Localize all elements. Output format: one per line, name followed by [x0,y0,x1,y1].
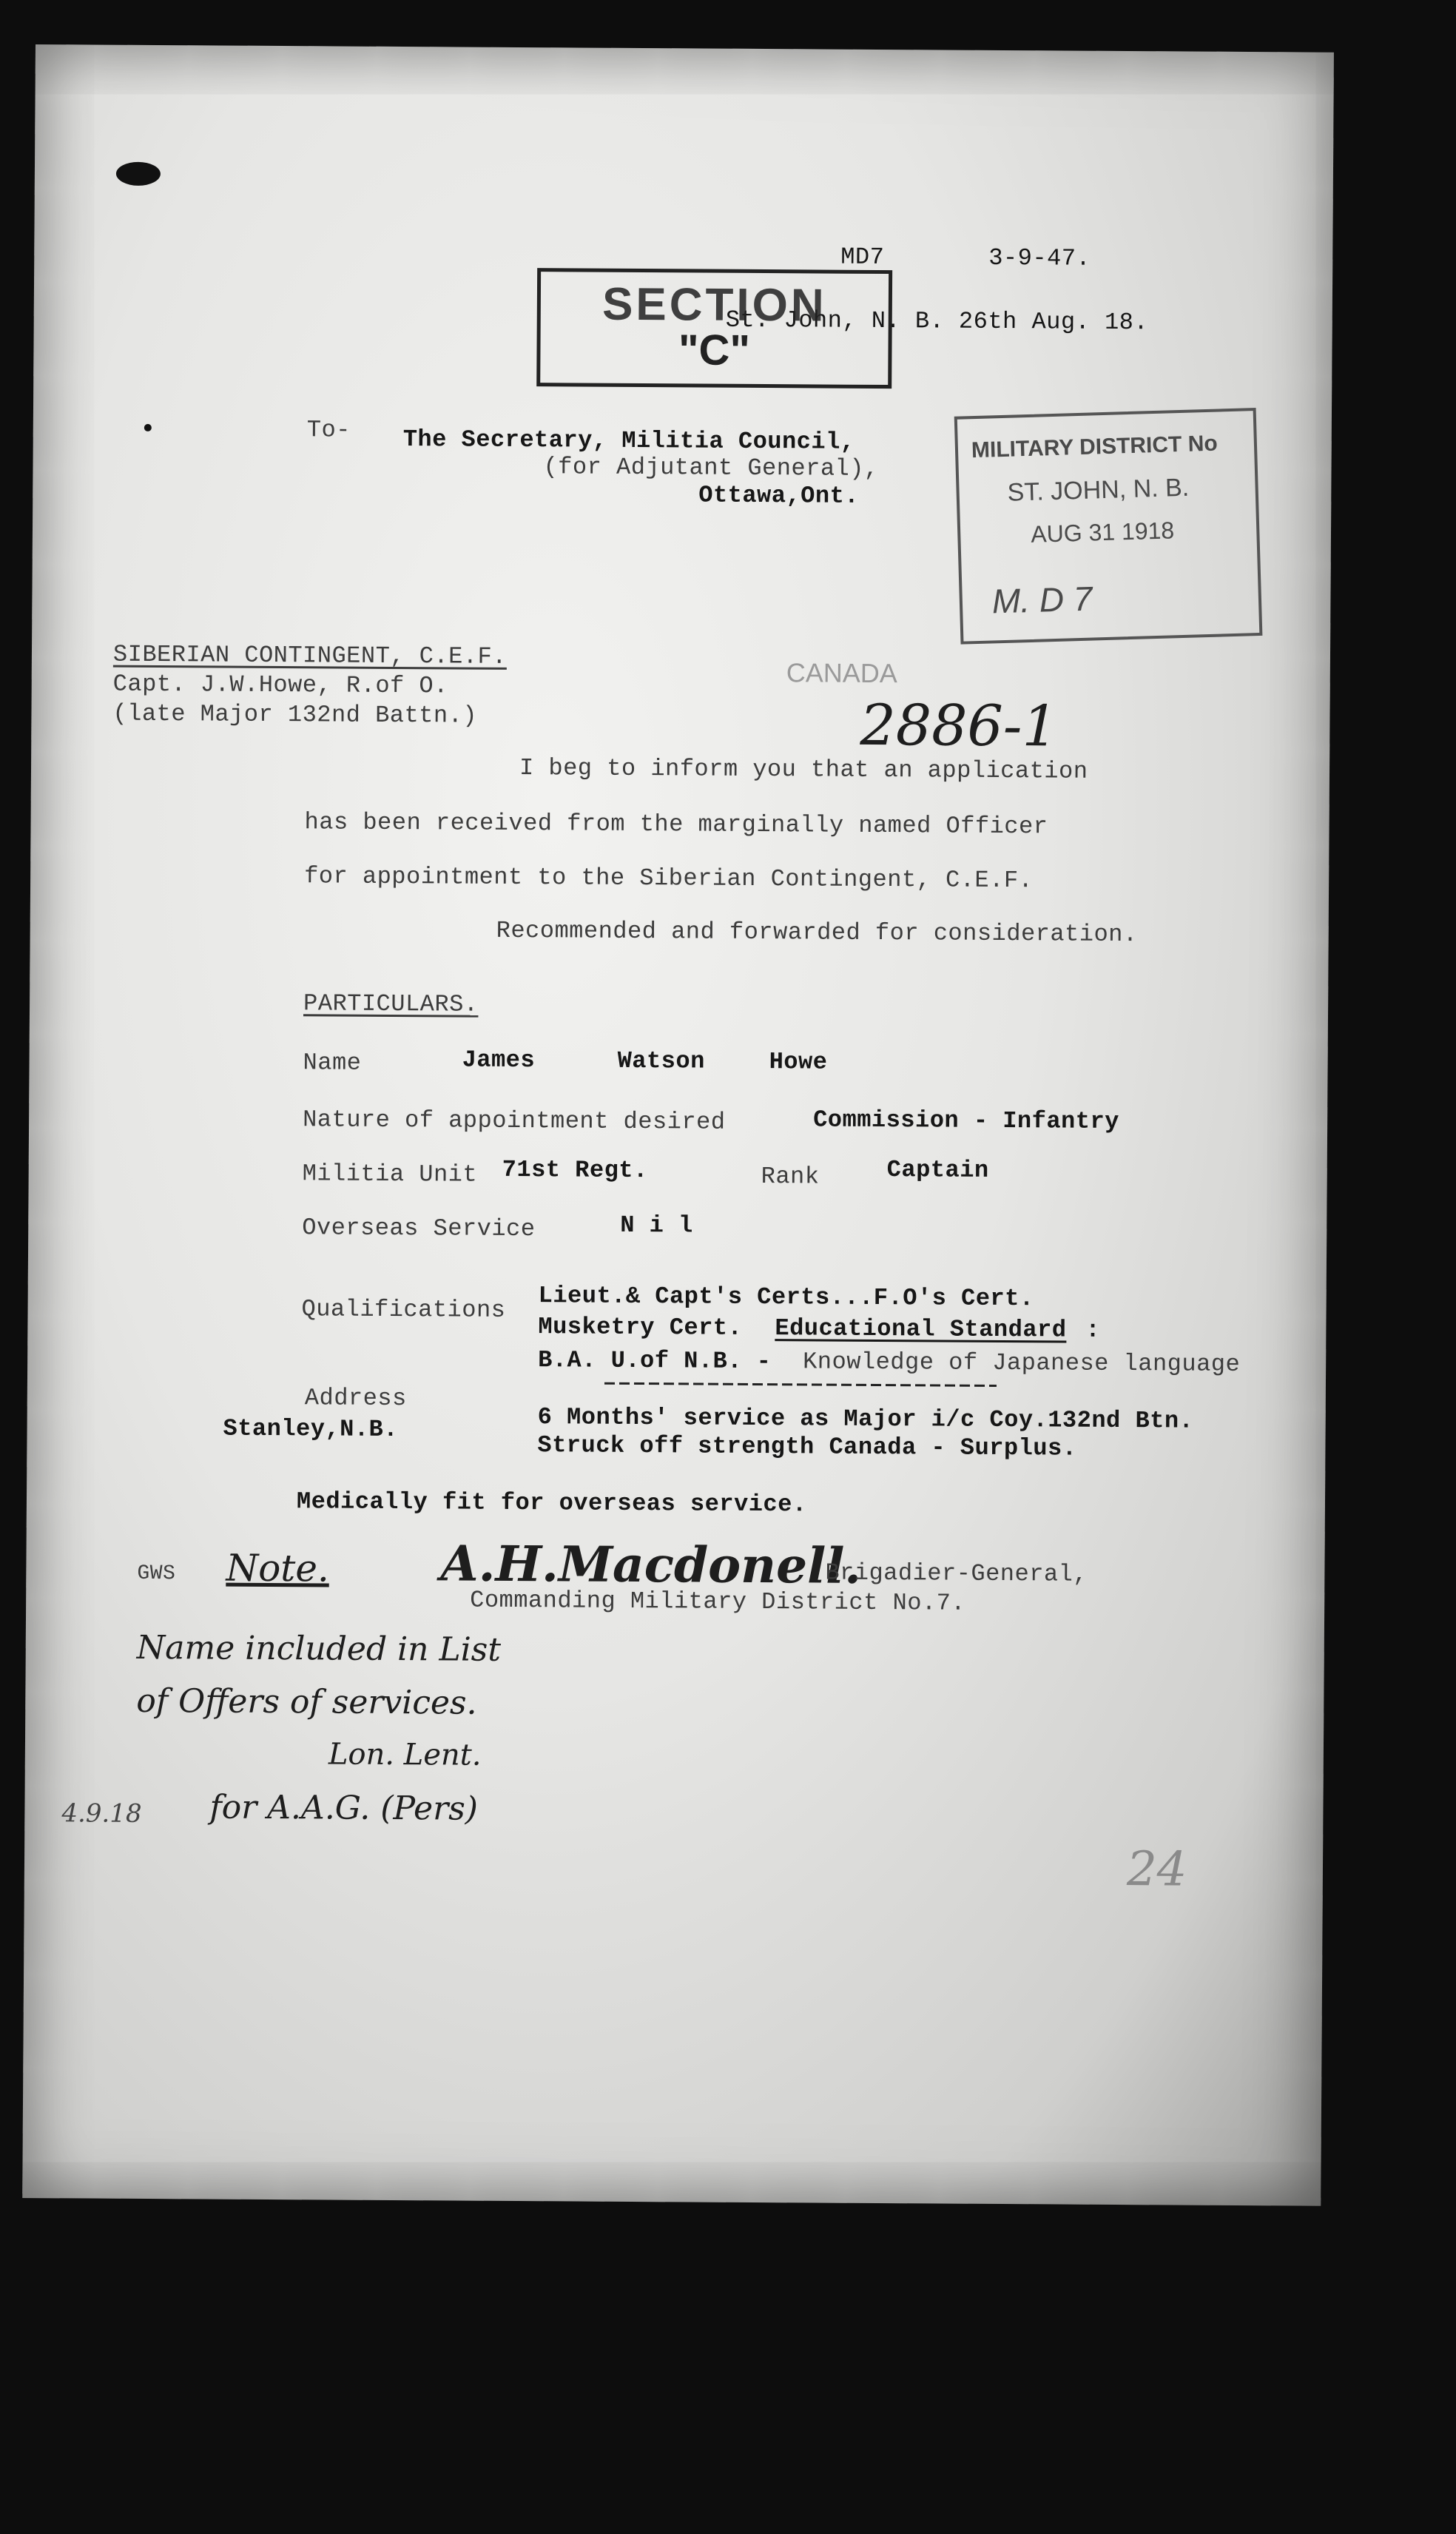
name-label: Name [303,1049,362,1077]
handwritten-pencil-mark: 24 [1126,1842,1187,1898]
district-stamp-city: ST. JOHN, N. B. [1007,473,1190,507]
place-and-date: St. John, N. B. 26th Aug. 18. [725,306,1149,337]
body-line-3: for appointment to the Siberian Contingent, C.E.F. [304,862,1034,895]
qualification-colon: : [1085,1316,1101,1344]
section-stamp-title: SECTION [601,278,827,332]
signature-title-2: Commanding Military District No.7. [470,1586,966,1617]
qualification-musketry: Musketry Cert. [538,1313,743,1342]
body-line-4: Recommended and forwarded for consideration. [496,916,1138,949]
handwritten-file-number: 2886-1 [860,691,1059,759]
addressee-line-2: (for Adjutant General), [543,453,879,483]
district-stamp-title: MILITARY DISTRICT No [971,431,1219,463]
qualifications-label: Qualifications [301,1295,506,1324]
overseas-label: Overseas Service [302,1214,536,1243]
unit-value: 71st Regt. [502,1155,648,1185]
service-line-1: 6 Months' service as Major i/c Coy.132nd Btn. [537,1403,1194,1435]
handwritten-note-date: 4.9.18 [61,1798,142,1829]
to-label: To- [306,416,351,444]
body-line-2: has been received from the marginally named Officer [304,808,1048,841]
section-stamp [536,268,892,389]
handwritten-note-line-3: Lon. Lent. [328,1737,482,1772]
handwritten-note-heading: Note. [226,1546,330,1590]
faint-stamp-country: CANADA [786,657,897,689]
ink-dot [144,424,152,431]
qualification-language: Knowledge of Japanese language [803,1348,1241,1378]
addressee-line-1: The Secretary, Militia Council, [402,426,855,456]
qualification-degree: B.A. U.of N.B. - [538,1346,772,1376]
first-name: James [462,1046,536,1075]
district-stamp-date: AUG 31 1918 [1030,517,1175,548]
address-label: Address [304,1384,407,1413]
officer-former-rank: (late Major 132nd Battn.) [112,699,478,730]
qualification-line-1: Lieut.& Capt's Certs...F.O's Cert. [538,1282,1034,1313]
section-stamp-letter: "C" [678,326,751,374]
handwritten-note-line-1: Name included in List [136,1628,502,1669]
addressee-line-3: Ottawa,Ont. [698,481,860,510]
body-line-1: I beg to inform you that an application [519,754,1088,785]
district-stamp-code: M. D 7 [991,579,1093,621]
appointment-label: Nature of appointment desired [303,1106,726,1136]
address-value: Stanley,N.B. [223,1414,399,1444]
unit-label: Militia Unit [302,1160,478,1189]
rank-value: Captain [886,1156,989,1184]
signature-name: A.H.Macdonell. [440,1534,862,1595]
document-page [22,44,1334,2206]
qualification-education-heading: Educational Standard [775,1314,1067,1344]
district-received-stamp [954,408,1263,645]
last-name: Howe [769,1048,828,1076]
medical-statement: Medically fit for overseas service. [296,1488,807,1519]
officer-name-margin: Capt. J.W.Howe, R.of O. [112,670,448,700]
handwritten-note-line-4: for A.A.G. (Pers) [209,1788,479,1828]
rank-label: Rank [761,1163,820,1191]
ink-blot [116,162,161,186]
qualification-dashed-rule [604,1382,997,1387]
particulars-heading: PARTICULARS. [303,989,479,1018]
overseas-value: N i l [620,1211,693,1240]
clerk-initials: GWS [137,1562,176,1586]
file-reference-date: 3-9-47. [988,243,1091,272]
signature-title-1: Brigadier-General, [825,1559,1088,1588]
service-line-2: Struck off strength Canada - Surplus. [537,1431,1077,1462]
appointment-value: Commission - Infantry [813,1106,1120,1135]
handwritten-note-line-2: of Offers of services. [136,1681,477,1722]
file-reference: MD7 [840,243,885,272]
middle-name: Watson [617,1046,705,1075]
contingent-heading: SIBERIAN CONTINGENT, C.E.F. [112,640,508,671]
